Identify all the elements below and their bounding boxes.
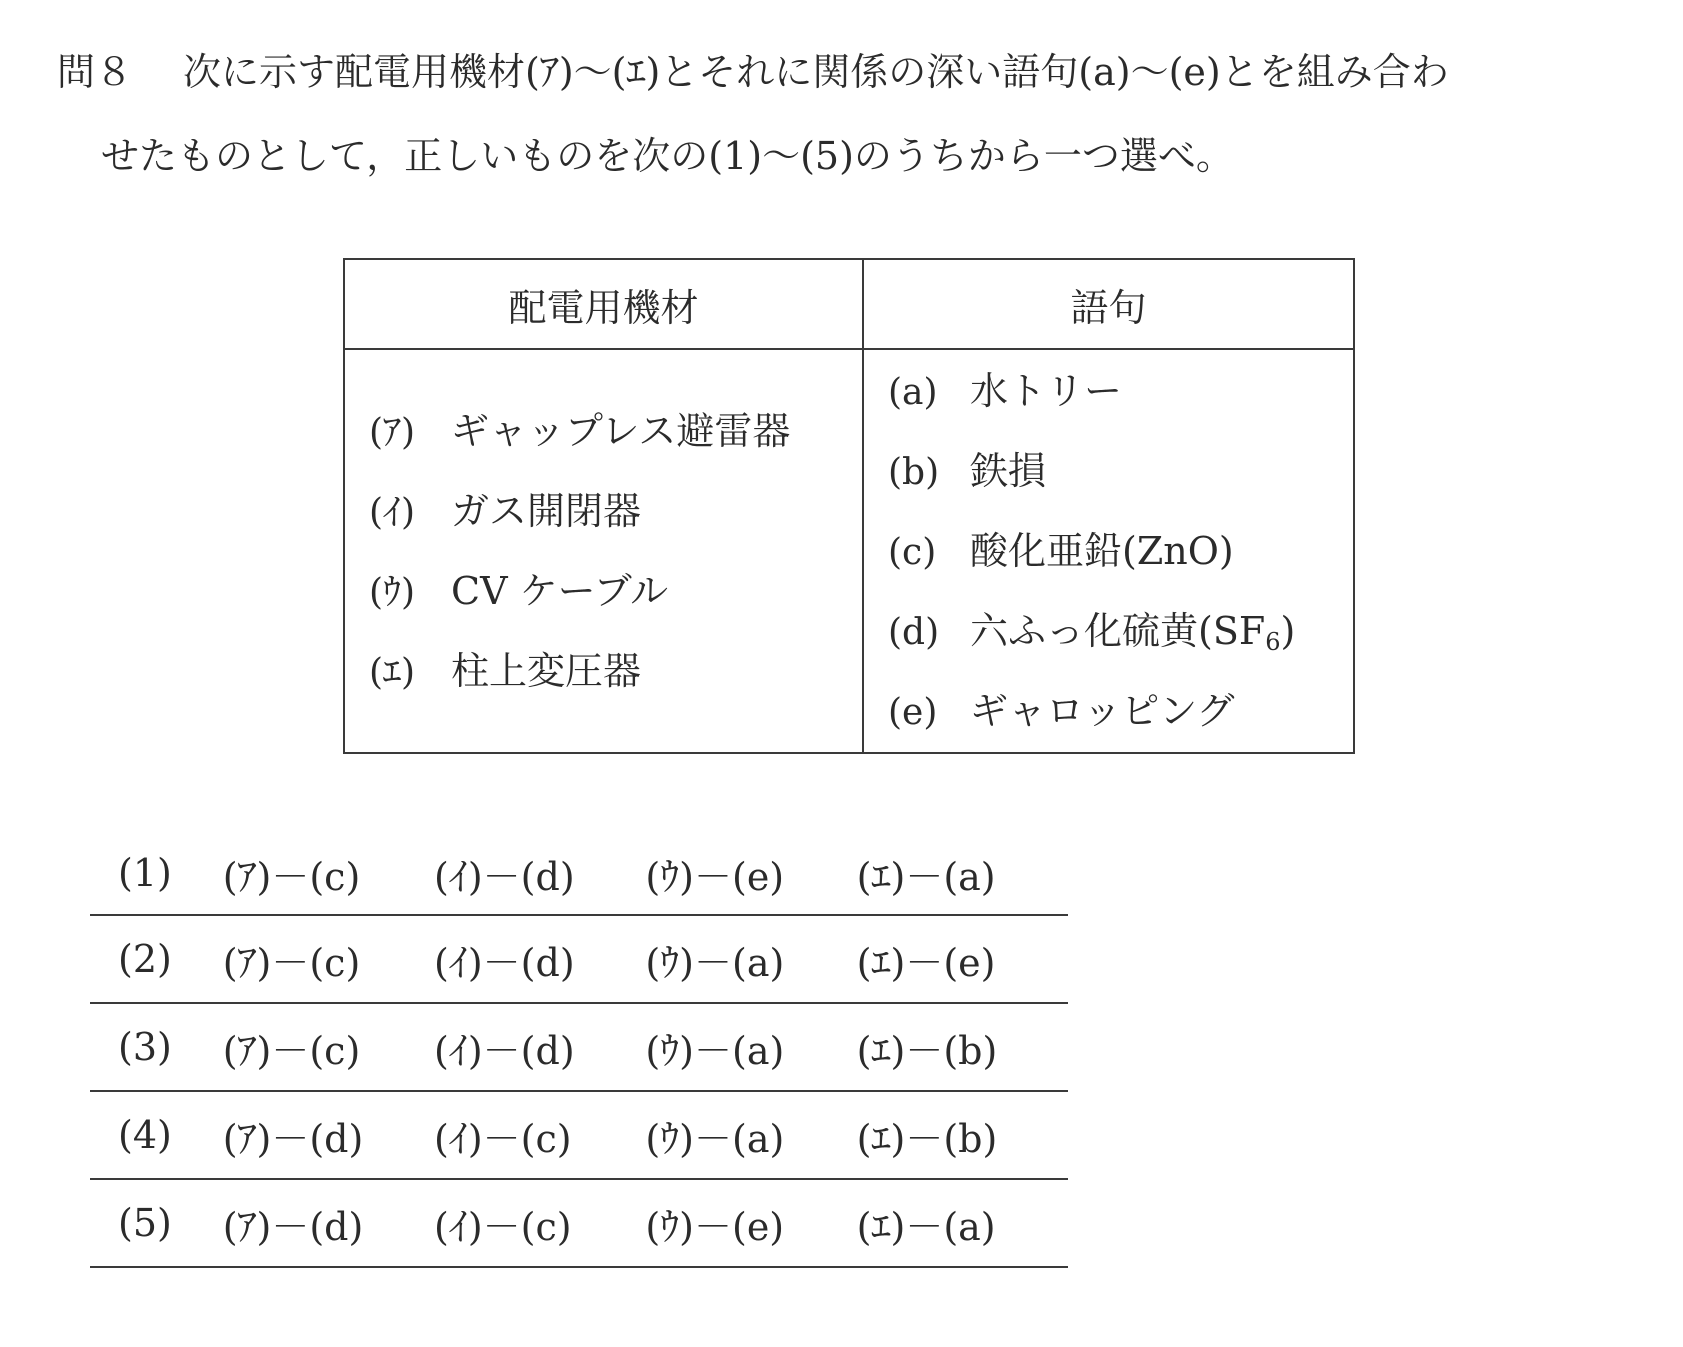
- term-tag: (b): [888, 452, 940, 493]
- term-name: ギャロッピング: [970, 689, 1235, 733]
- equipment-name: CV ケーブル: [451, 569, 669, 613]
- option-pair: (ｴ)－(a): [856, 854, 996, 899]
- term-name: 鉄損: [970, 449, 1047, 493]
- matching-table: [343, 258, 1355, 754]
- option-pair: (ｱ)－(c): [222, 1028, 361, 1073]
- equipment-item: [369, 391, 861, 471]
- term-tag: (e): [888, 692, 938, 733]
- equipment-tag: (ｲ): [369, 492, 416, 533]
- option-pair: (ｳ)－(e): [645, 854, 785, 899]
- term-subscript: 6: [1265, 628, 1281, 656]
- term-name: 水トリー: [970, 369, 1123, 413]
- option-pair: (ｲ)－(d): [434, 854, 575, 899]
- option-row: [90, 1180, 1068, 1268]
- term-suffix: ): [1280, 609, 1296, 653]
- table-body-row: [344, 349, 1354, 753]
- question-line-1-text: 次に示す配電用機材(ｱ)～(ｴ)とそれに関係の深い語句(a)～(e)とを組み合わ: [183, 50, 1449, 94]
- terms-cell: [863, 349, 1354, 753]
- option-pair: (ｴ)－(b): [856, 1116, 998, 1161]
- term-tag: (a): [888, 372, 938, 413]
- term-item: [888, 511, 1352, 591]
- terms-list: [888, 351, 1352, 751]
- equipment-item: [369, 631, 861, 711]
- option-pair: (ｲ)－(c): [434, 1116, 572, 1161]
- question-line-2: せたものとして，正しいものを次の(1)～(5)のうちから一つ選べ。: [101, 134, 1234, 178]
- option-pair: (ｴ)－(b): [856, 1028, 998, 1073]
- term-tag: (c): [888, 532, 937, 573]
- option-pair: (ｴ)－(a): [856, 1204, 996, 1249]
- equipment-name: ギャップレス避雷器: [451, 409, 791, 453]
- question-number: 問８: [57, 50, 134, 94]
- option-pair: (ｳ)－(a): [645, 940, 785, 985]
- equipment-list: [369, 391, 861, 711]
- option-pair: (ｳ)－(e): [645, 1204, 785, 1249]
- option-pair: (ｲ)－(d): [434, 1028, 575, 1073]
- option-pair: (ｲ)－(c): [434, 1204, 572, 1249]
- header-equipment: 配電用機材: [344, 259, 863, 349]
- option-pair: (ｱ)－(c): [222, 940, 361, 985]
- table-header-row: [344, 259, 1354, 349]
- option-pair: (ｳ)－(a): [645, 1116, 785, 1161]
- option-number: (1): [118, 851, 172, 895]
- term-item: [888, 351, 1352, 431]
- option-pair: (ｲ)－(d): [434, 940, 575, 985]
- option-number: (2): [118, 937, 172, 981]
- option-pair: (ｱ)－(c): [222, 854, 361, 899]
- equipment-item: [369, 471, 861, 551]
- equipment-tag: (ｳ): [369, 572, 416, 613]
- option-row: [90, 1092, 1068, 1180]
- header-terms: 語句: [863, 259, 1354, 349]
- equipment-cell: [344, 349, 863, 753]
- question-line-1: [57, 30, 1637, 114]
- option-row: [90, 916, 1068, 1004]
- term-name: 酸化亜鉛(ZnO): [970, 529, 1234, 573]
- term-item: [888, 431, 1352, 511]
- question-text: [57, 30, 1637, 198]
- term-tag: (d): [888, 612, 940, 653]
- term-name: 六ふっ化硫黄(SF: [970, 609, 1266, 653]
- equipment-name: 柱上変圧器: [451, 649, 642, 693]
- option-row: [90, 1004, 1068, 1092]
- option-row: [90, 832, 1068, 916]
- option-pair: (ｳ)－(a): [645, 1028, 785, 1073]
- option-pair: (ｱ)－(d): [222, 1204, 364, 1249]
- equipment-item: [369, 551, 861, 631]
- answer-options: [90, 832, 1068, 1268]
- option-pair: (ｴ)－(e): [856, 940, 996, 985]
- equipment-tag: (ｱ): [369, 412, 416, 453]
- option-number: (3): [118, 1025, 172, 1069]
- option-number: (5): [118, 1201, 172, 1245]
- equipment-tag: (ｴ): [369, 652, 416, 693]
- equipment-name: ガス開閉器: [451, 489, 642, 533]
- term-item: [888, 591, 1352, 671]
- option-pair: (ｱ)－(d): [222, 1116, 364, 1161]
- option-number: (4): [118, 1113, 172, 1157]
- term-item: [888, 671, 1352, 751]
